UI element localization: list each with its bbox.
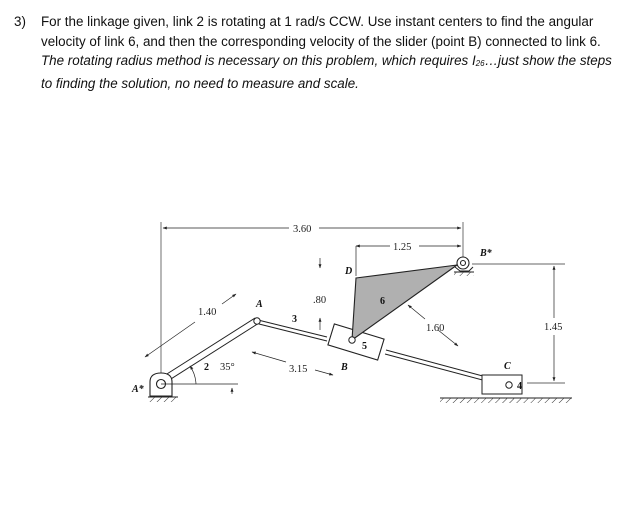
dim-angle: 35° bbox=[220, 362, 235, 373]
link-number-3: 3 bbox=[292, 314, 297, 325]
label-b: B bbox=[341, 362, 348, 373]
problem-sentence: For the linkage given, link 2 is rotating at 1 rad/s CCW. Use instant centers to find the angular velocity of link 6, and then the corresponding velocity of the slider (point B) connected to link 6. bbox=[41, 14, 601, 49]
problem-number: 3) bbox=[14, 14, 26, 29]
label-d: D bbox=[345, 266, 353, 277]
dim-right-span: 1.25 bbox=[393, 242, 412, 253]
problem-note-end: …just show the steps to finding the solution, no need to measure and scale. bbox=[41, 53, 612, 91]
pivot-a-star bbox=[150, 373, 172, 396]
slider-4 bbox=[482, 375, 522, 394]
label-a-star: A* bbox=[132, 384, 144, 395]
link-number-2: 2 bbox=[204, 362, 209, 373]
pin-b bbox=[349, 337, 355, 343]
label-b-star: B* bbox=[480, 248, 492, 259]
link-2 bbox=[159, 318, 259, 384]
dim-top-span: 3.60 bbox=[293, 224, 312, 235]
problem-note-start: The rotating radius method is necessary on this problem, which requires I bbox=[41, 53, 476, 68]
dim-link3-offset: .80 bbox=[313, 295, 327, 306]
label-a: A bbox=[256, 299, 263, 310]
pivot-b-star bbox=[457, 257, 469, 269]
dim-height: 1.45 bbox=[544, 322, 563, 333]
dim-link3: 3.15 bbox=[289, 364, 308, 375]
link-number-6: 6 bbox=[380, 296, 385, 307]
dim-link2: 1.40 bbox=[198, 307, 217, 318]
link-number-4: 4 bbox=[517, 381, 522, 392]
pin-a bbox=[254, 318, 260, 324]
problem-note-subscript: 26 bbox=[475, 59, 485, 68]
link-number-5: 5 bbox=[362, 341, 367, 352]
dim-link5: 1.60 bbox=[426, 323, 445, 334]
label-c: C bbox=[504, 361, 511, 372]
